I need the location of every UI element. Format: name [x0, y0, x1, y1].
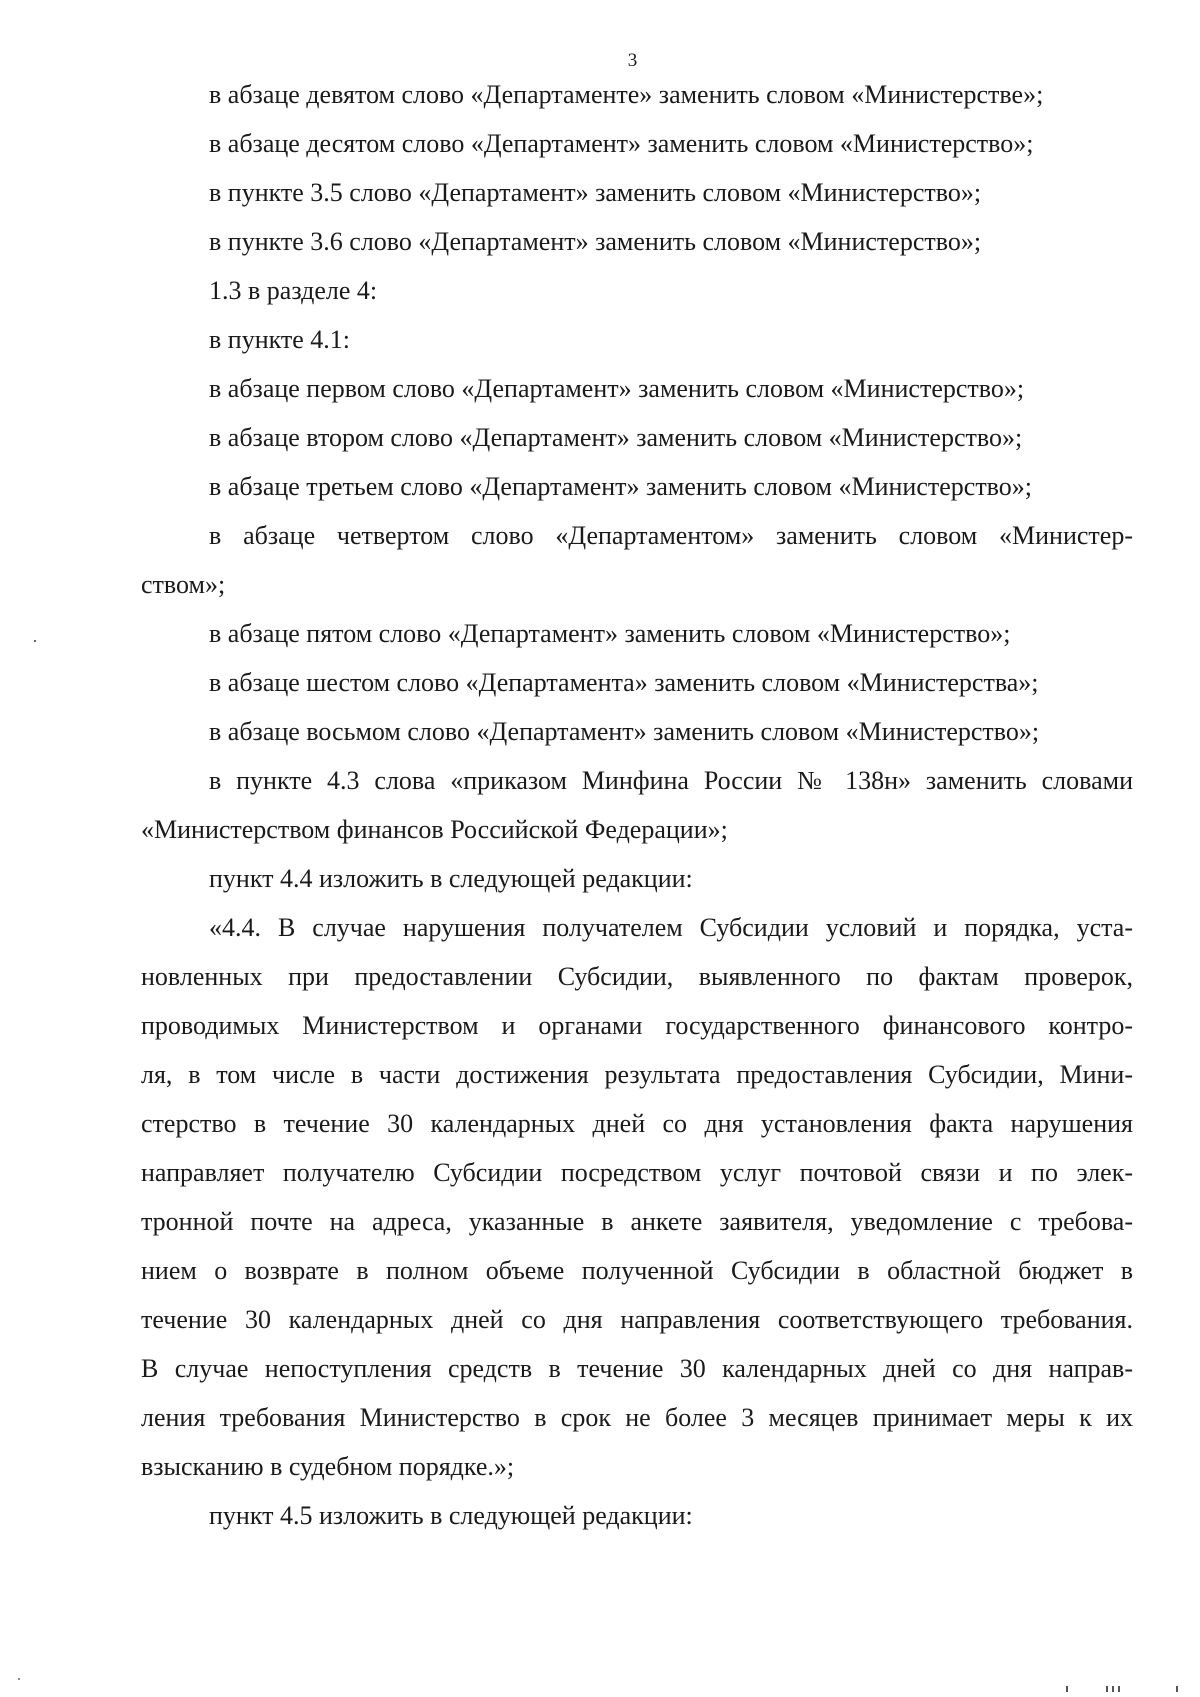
text-line: ством»; — [141, 570, 226, 599]
text-line: в абзаце шестом слово «Департамента» заменить словом «Министерства»; — [209, 668, 1039, 697]
scan-speck — [18, 1678, 20, 1680]
text-line: в абзаце десятом слово «Департамент» заменить словом «Министерство»; — [209, 129, 1034, 158]
text-line: в абзаце четвертом слово «Департаментом» заменить словом «Министер- — [209, 521, 1133, 550]
text-line: взысканию в судебном порядке.»; — [141, 1452, 515, 1481]
text-line: в пункте 3.5 слово «Департамент» заменить словом «Министерство»; — [209, 178, 982, 207]
text-line: в абзаце втором слово «Департамент» заменить словом «Министерство»; — [209, 423, 1023, 452]
text-line: в пункте 3.6 слово «Департамент» заменить словом «Министерство»; — [209, 227, 982, 256]
text-line: «4.4. В случае нарушения получателем Субсидии условий и порядка, уста- — [209, 913, 1133, 942]
text-line: тронной почте на адреса, указанные в анкете заявителя, уведомление с требова- — [141, 1207, 1133, 1236]
text-line: В случае непоступления средств в течение 30 календарных дней со дня направ- — [141, 1354, 1133, 1383]
text-line: в абзаце пятом слово «Департамент» заменить словом «Министерство»; — [209, 619, 1011, 648]
document-body — [141, 70, 1133, 1540]
text-line: 1.3 в разделе 4: — [209, 276, 378, 305]
text-line: в абзаце первом слово «Департамент» заменить словом «Министерство»; — [209, 374, 1025, 403]
text-line: «Министерством финансов Российской Федерации»; — [141, 815, 728, 844]
text-line: течение 30 календарных дней со дня направления соответствующего требования. — [141, 1305, 1133, 1334]
text-line: в абзаце восьмом слово «Департамент» заменить словом «Министерство»; — [209, 717, 1040, 746]
text-line: в абзаце третьем слово «Департамент» заменить словом «Министерство»; — [209, 472, 1032, 501]
text-line: в абзаце девятом слово «Департаменте» заменить словом «Министерстве»; — [209, 80, 1044, 109]
scan-edge-marks — [1066, 1686, 1186, 1692]
text-line: проводимых Министерством и органами государственного финансового контро- — [141, 1011, 1133, 1040]
text-line: в пункте 4.3 слова «приказом Минфина России № 138н» заменить словами — [209, 766, 1133, 795]
text-line: пункт 4.4 изложить в следующей редакции: — [209, 864, 693, 893]
text-line: ля, в том числе в части достижения результата предоставления Субсидии, Мини- — [141, 1060, 1133, 1089]
text-line: направляет получателю Субсидии посредством услуг почтовой связи и по элек- — [141, 1158, 1133, 1187]
text-line: стерство в течение 30 календарных дней со дня установления факта нарушения — [141, 1109, 1133, 1138]
text-line: нием о возврате в полном объеме полученной Субсидии в областной бюджет в — [141, 1256, 1133, 1285]
text-line: пункт 4.5 изложить в следующей редакции: — [209, 1501, 693, 1530]
page-number: 3 — [627, 50, 638, 71]
text-line: в пункте 4.1: — [209, 325, 351, 354]
text-line: новленных при предоставлении Субсидии, выявленного по фактам проверок, — [141, 962, 1133, 991]
scan-speck — [34, 640, 36, 642]
text-line: ления требования Министерство в срок не более 3 месяцев принимает меры к их — [141, 1403, 1133, 1432]
